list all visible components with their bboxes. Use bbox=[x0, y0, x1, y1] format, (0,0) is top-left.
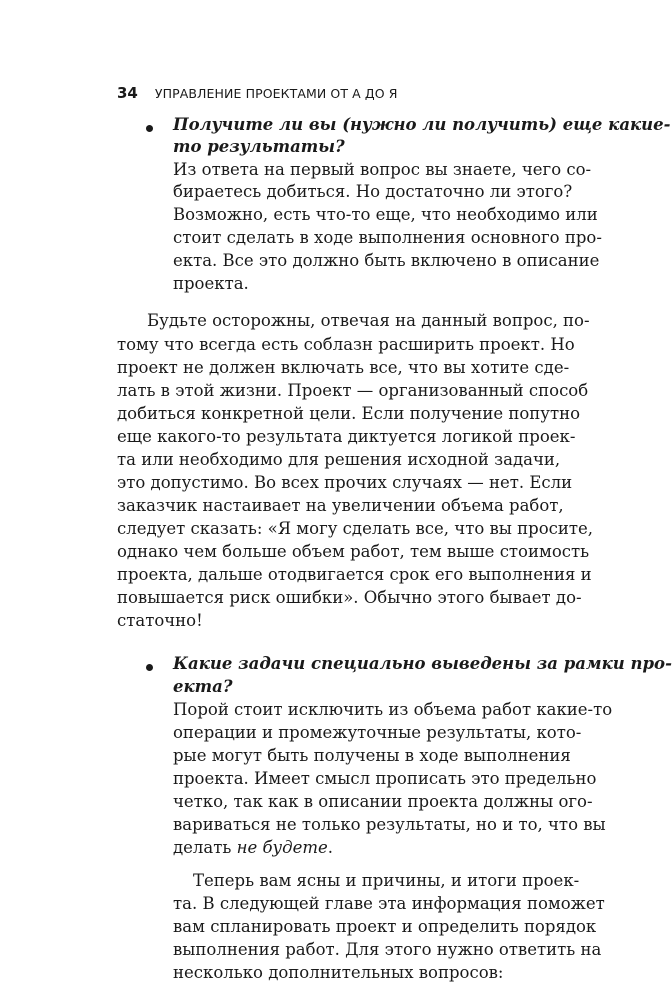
question-1-line: Получите ли вы (нужно ли получить) еще какие- bbox=[173, 115, 671, 134]
paragraph-line: заказчик настаивает на увеличении объема работ, bbox=[117, 496, 564, 515]
paragraph-line: повышается риск ошибки». Обычно этого бывает до- bbox=[117, 588, 582, 607]
question-2-line: екта? bbox=[173, 677, 233, 696]
paragraph-line: лать в этой жизни. Проект — организованный способ bbox=[117, 381, 589, 400]
paragraph-line: еще какого-то результата диктуется логикой проек- bbox=[117, 427, 576, 446]
answer-2-line: рые могут быть получены в ходе выполнения bbox=[173, 746, 571, 765]
paragraph-line: проекта, дальше отодвигается срок его выполнения и bbox=[117, 565, 592, 584]
answer-2-line: Порой стоит исключить из объема работ какие-то bbox=[173, 700, 613, 719]
paragraph-line: та или необходимо для решения исходной задачи, bbox=[117, 450, 561, 469]
closing-line: та. В следующей главе эта информация поможет bbox=[173, 894, 605, 913]
paragraph-line: добиться конкретной цели. Если получение попутно bbox=[117, 404, 581, 423]
answer-2-line: проекта. Имеет смысл прописать это предельно bbox=[173, 769, 597, 788]
answer-2-line: вариваться не только результаты, но и то, что вы bbox=[173, 815, 606, 834]
answer-2-line: четко, так как в описании проекта должны ого- bbox=[173, 792, 593, 811]
paragraph-line: проект не должен включать все, что вы хотите сде- bbox=[117, 358, 570, 377]
last-line-italic: не будете bbox=[236, 838, 328, 857]
answer-1-line: Из ответа на первый вопрос вы знаете, чего со- bbox=[173, 160, 592, 179]
bullet-icon bbox=[146, 664, 153, 671]
running-title: УПРАВЛЕНИЕ ПРОЕКТАМИ ОТ А ДО Я bbox=[154, 86, 398, 101]
last-line-suffix: . bbox=[327, 838, 334, 857]
answer-2-last-line bbox=[173, 837, 333, 859]
closing-line: вам спланировать проект и определить порядок bbox=[173, 917, 597, 936]
question-1-line: то результаты? bbox=[173, 137, 345, 156]
paragraph-line: тому что всегда есть соблазн расширить проект. Но bbox=[117, 335, 575, 354]
last-line-prefix: делать bbox=[173, 838, 237, 857]
paragraph-line: Будьте осторожны, отвечая на данный вопрос, по- bbox=[147, 311, 590, 330]
closing-line: Теперь вам ясны и причины, и итоги проек- bbox=[193, 871, 580, 890]
answer-1-line: бираетесь добиться. Но достаточно ли этого? bbox=[173, 182, 573, 201]
answer-1-line: стоит сделать в ходе выполнения основного про- bbox=[173, 228, 602, 247]
answer-1-line: Возможно, есть что-то еще, что необходимо или bbox=[173, 205, 598, 224]
paragraph-line: статочно! bbox=[117, 611, 203, 630]
answer-1-line: проекта. bbox=[173, 274, 249, 293]
bullet-icon bbox=[146, 125, 153, 132]
paragraph-line: следует сказать: «Я могу сделать все, что вы просите, bbox=[117, 519, 594, 538]
closing-line: выполнения работ. Для этого нужно ответить на bbox=[173, 940, 602, 959]
paragraph-line: это допустимо. Во всех прочих случаях — нет. Если bbox=[117, 473, 573, 492]
closing-line: несколько дополнительных вопросов: bbox=[173, 963, 504, 982]
question-2-line: Какие задачи специально выведены за рамки про- bbox=[173, 654, 672, 673]
paragraph-line: однако чем больше объем работ, тем выше стоимость bbox=[117, 542, 590, 561]
answer-1-line: екта. Все это должно быть включено в описание bbox=[173, 251, 600, 270]
page-header bbox=[117, 84, 398, 102]
answer-2-line: операции и промежуточные результаты, кото- bbox=[173, 723, 582, 742]
page-number: 34 bbox=[117, 84, 138, 102]
